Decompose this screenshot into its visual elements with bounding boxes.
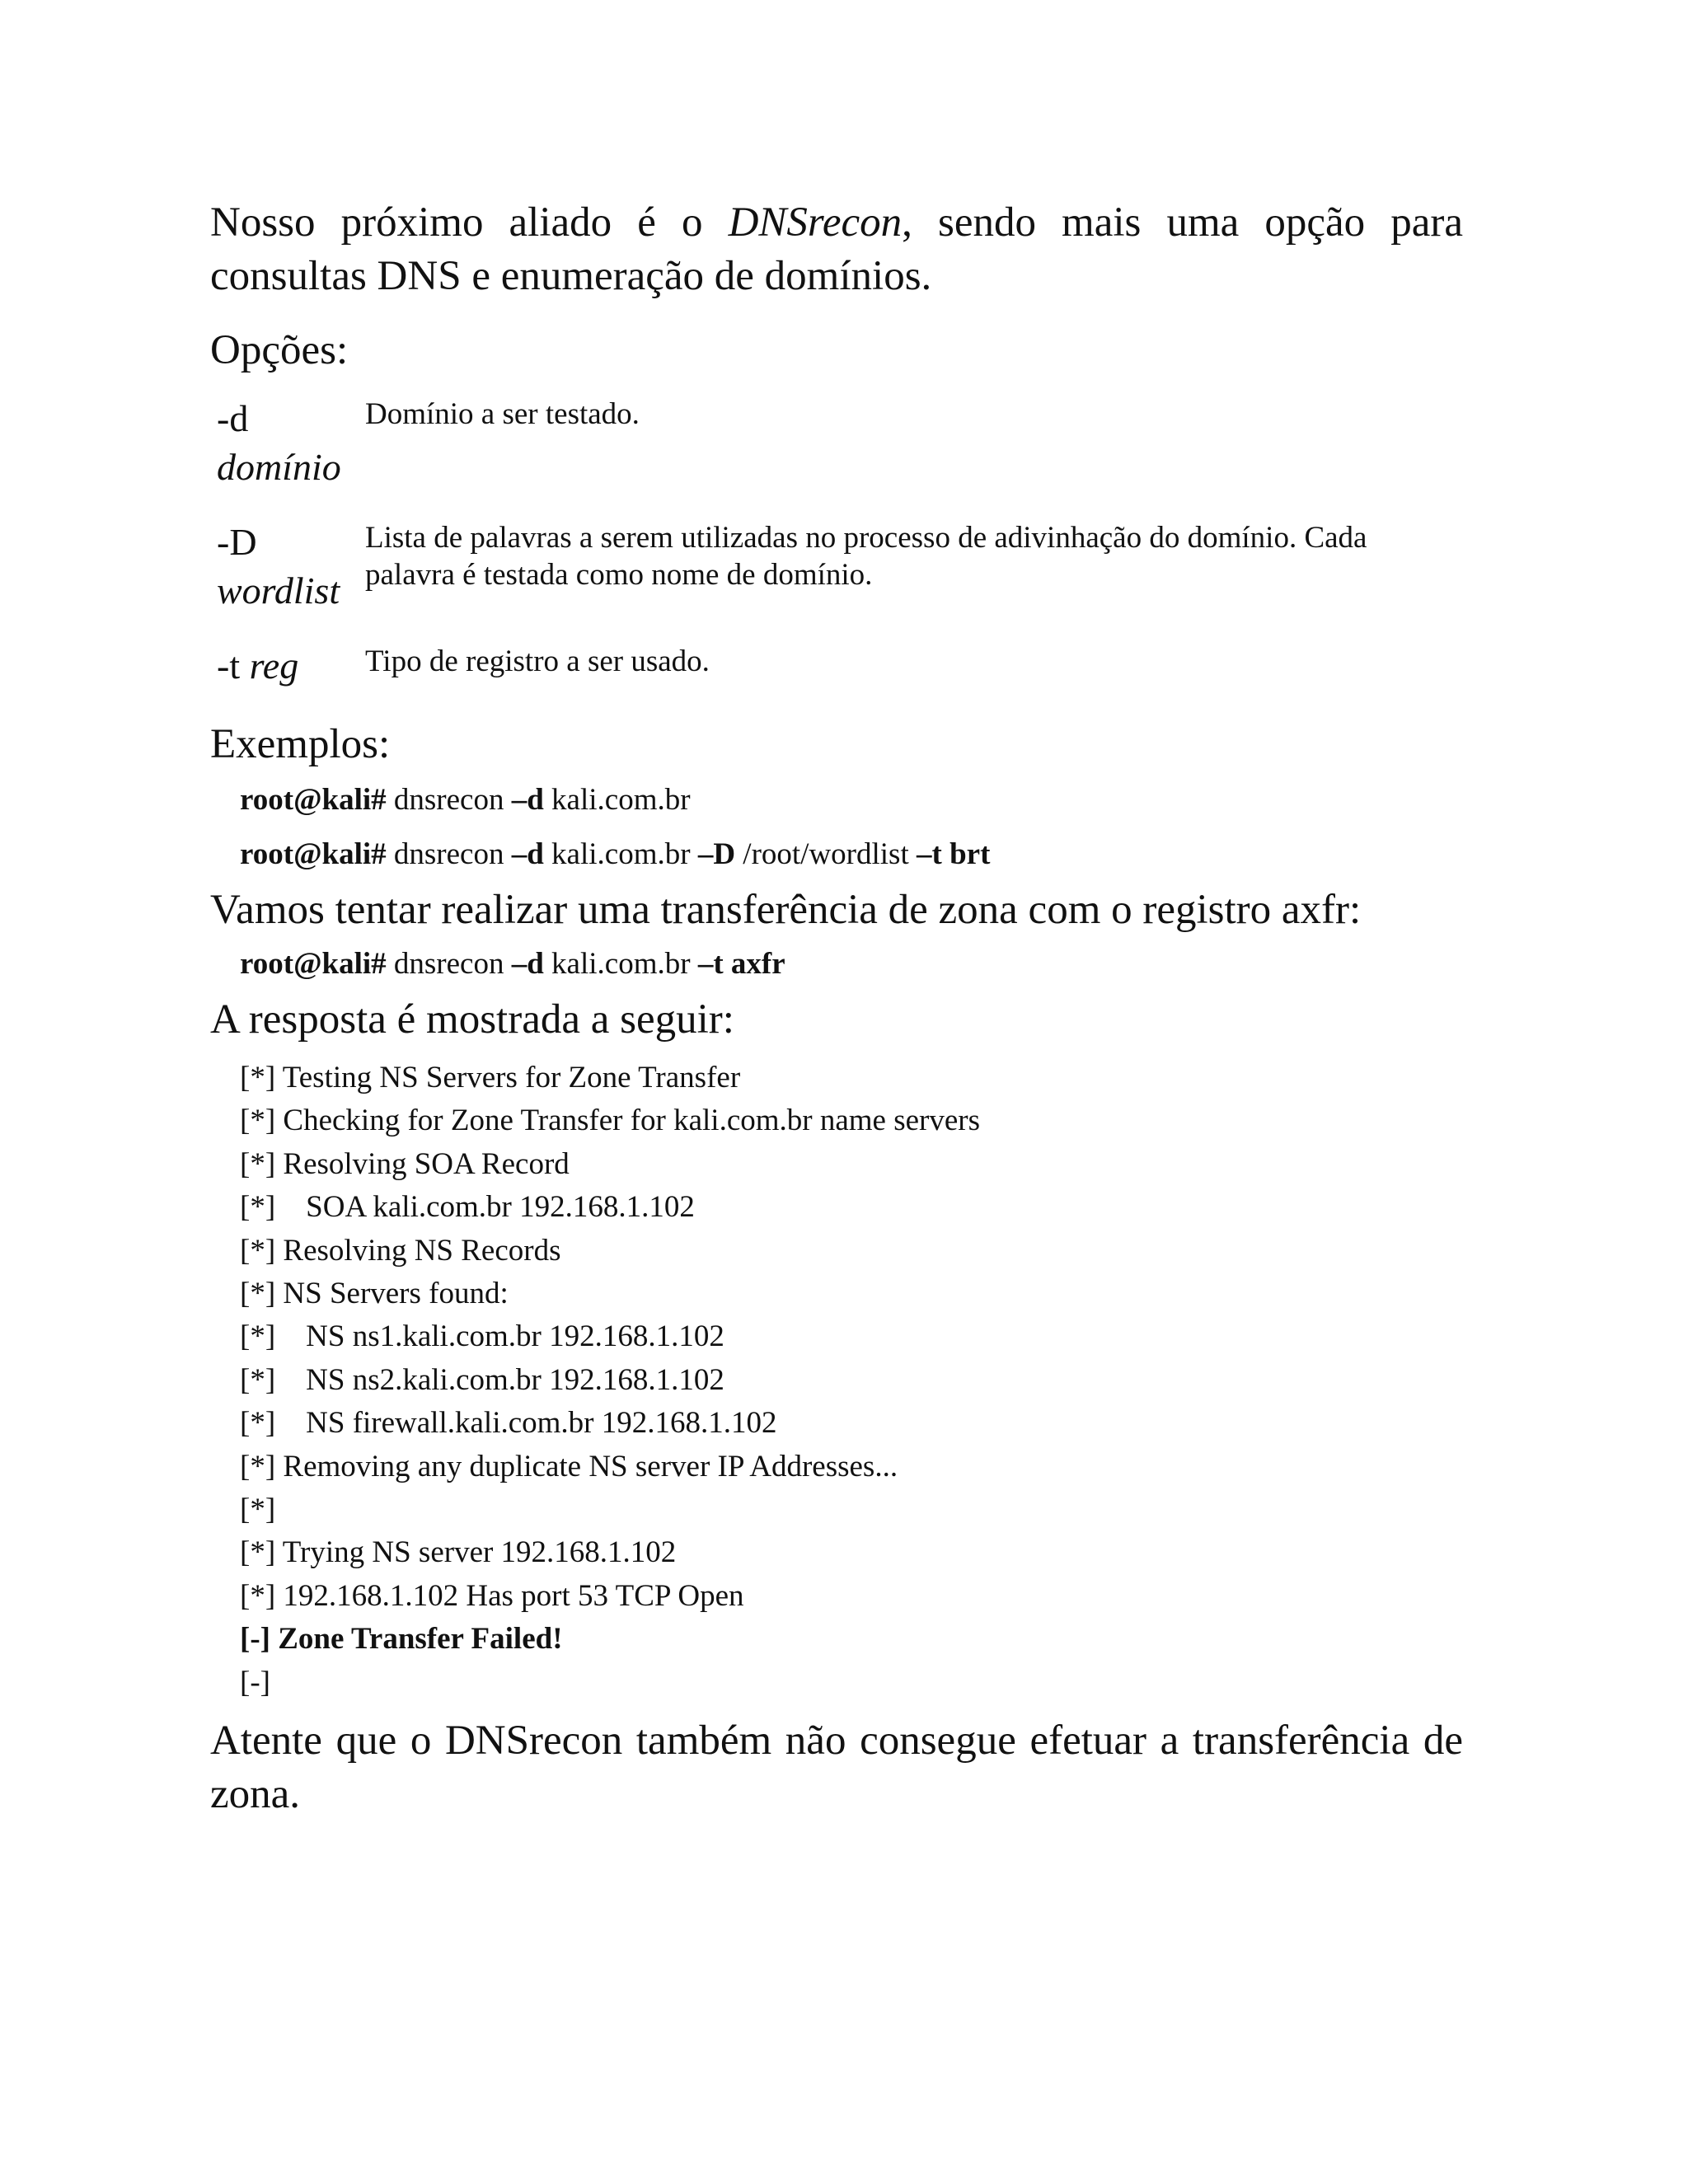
command-flag: –d bbox=[511, 947, 544, 981]
options-table bbox=[217, 394, 1463, 699]
output-line: [*] Trying NS server 192.168.1.102 bbox=[240, 1535, 677, 1570]
command-prompt: root@kali# bbox=[240, 947, 387, 981]
conclusion-paragraph: Atente que o DNSrecon também não consegue efetuar a transferência de zona. bbox=[210, 1718, 1463, 1818]
output-line: [*] 192.168.1.102 Has port 53 TCP Open bbox=[240, 1578, 744, 1613]
output-line: [*] NS Servers found: bbox=[240, 1277, 509, 1311]
axfr-command bbox=[240, 945, 1463, 983]
command-text: kali.com.br bbox=[543, 947, 698, 981]
options-heading: Opções: bbox=[210, 327, 349, 373]
output-line: [*] Resolving SOA Record bbox=[240, 1146, 570, 1181]
option-description: Tipo de registro a ser usado. bbox=[365, 644, 710, 678]
axfr-paragraph: Vamos tentar realizar uma transferência de zona com o registro axfr: bbox=[210, 887, 1362, 933]
output-line: [*] Checking for Zone Transfer for kali.com.br name servers bbox=[240, 1104, 981, 1138]
examples-heading: Exemplos: bbox=[210, 721, 391, 767]
option-key bbox=[217, 641, 365, 690]
output-line: [*] NS firewall.kali.com.br 192.168.1.102 bbox=[240, 1406, 777, 1441]
output-line: [*] Removing any duplicate NS server IP Addresses... bbox=[240, 1449, 898, 1483]
output-line: [*] NS ns1.kali.com.br 192.168.1.102 bbox=[240, 1319, 724, 1354]
output-line: [-] bbox=[240, 1665, 270, 1699]
command-text: kali.com.br bbox=[543, 783, 691, 817]
output-line: [*] SOA kali.com.br 192.168.1.102 bbox=[240, 1190, 695, 1225]
option-key bbox=[217, 394, 365, 491]
option-description: Domínio a ser testado. bbox=[365, 397, 640, 431]
option-key bbox=[217, 518, 365, 615]
option-arg: reg bbox=[249, 644, 299, 687]
option-description: Lista de palavras a serem utilizadas no processo de adivinhação do domínio. Cada palavra é testada como nome de domínio. bbox=[365, 521, 1367, 592]
option-row bbox=[217, 518, 1463, 641]
output-line: [*] bbox=[240, 1493, 276, 1527]
example-command bbox=[240, 836, 1463, 874]
command-text: dnsrecon bbox=[386, 837, 512, 871]
output-line: [*] Testing NS Servers for Zone Transfer bbox=[240, 1061, 741, 1094]
command-text: kali.com.br bbox=[543, 837, 698, 871]
intro-paragraph bbox=[210, 196, 1463, 303]
intro-after: , sendo mais uma opção para consultas DNS e enumeração de domínios. bbox=[210, 199, 1463, 299]
document-page bbox=[210, 196, 1463, 1821]
intro-tool-name: DNSrecon bbox=[728, 199, 903, 246]
option-flag: -d bbox=[217, 397, 249, 439]
command-text: /root/wordlist bbox=[735, 837, 917, 871]
command-flag: –t brt bbox=[917, 837, 991, 871]
command-flag: –d bbox=[511, 783, 544, 817]
command-flag: –t axfr bbox=[697, 947, 785, 981]
response-heading: A resposta é mostrada a seguir: bbox=[210, 996, 734, 1043]
intro-before: Nosso próximo aliado é o bbox=[210, 199, 729, 246]
command-output bbox=[240, 1057, 1463, 1704]
command-flag: –D bbox=[697, 837, 736, 871]
option-row bbox=[217, 394, 1463, 518]
option-arg: domínio bbox=[217, 446, 341, 488]
option-arg: wordlist bbox=[217, 569, 340, 612]
output-line-error: [-] Zone Transfer Failed! bbox=[240, 1622, 563, 1657]
option-flag: -t bbox=[217, 644, 241, 687]
command-prompt: root@kali# bbox=[240, 783, 387, 817]
example-command bbox=[240, 781, 1463, 819]
command-text: dnsrecon bbox=[386, 947, 512, 981]
option-flag: -D bbox=[217, 521, 257, 563]
option-row bbox=[217, 641, 1463, 699]
output-line: [*] NS ns2.kali.com.br 192.168.1.102 bbox=[240, 1362, 724, 1397]
output-line: [*] Resolving NS Records bbox=[240, 1233, 561, 1268]
command-flag: –d bbox=[511, 837, 544, 871]
command-text: dnsrecon bbox=[386, 783, 512, 817]
command-prompt: root@kali# bbox=[240, 837, 387, 871]
